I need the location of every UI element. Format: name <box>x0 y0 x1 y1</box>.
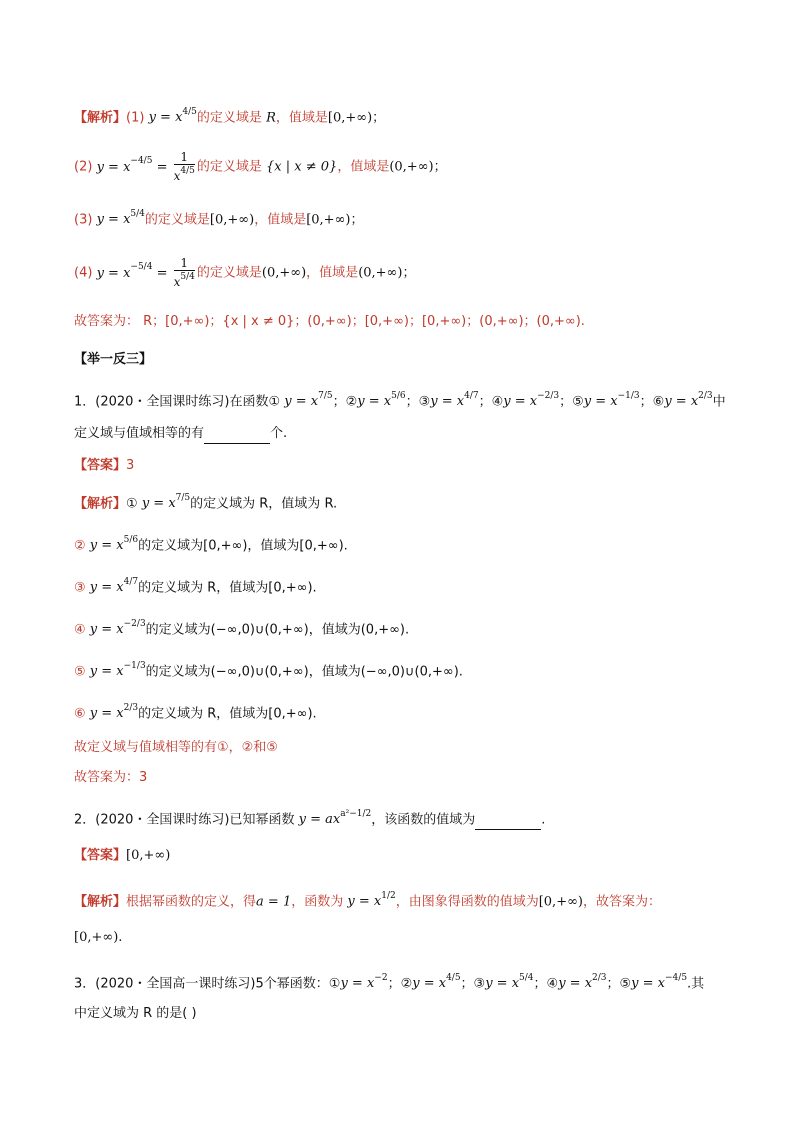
q3-line-1: 3．(2020・全国高一课时练习)5个幂函数：①y = $x^{-2}$；②y = $x^{4/5}$；③y = $x^{5/4}$；④y = $x^{2/3}$；⑤y = $x^{-4/5}$.其 <box>74 973 705 992</box>
analysis-line-2: (2) $y = x^{-4/5}$ = $\frac{1}{x^{4/5}}$ 的定义域是 {x | x ≠ 0}，值域是(0,+∞)； <box>74 150 447 183</box>
analysis-line-3: (3) $y = x^{5/4}$的定义域是[0,+∞)，值域是[0,+∞)； <box>74 209 364 228</box>
analysis-line-4: (4) $y = x^{-5/4}$ = $\frac{1}{x^{5/4}}$ 的定义域是(0,+∞)，值域是(0,+∞)； <box>74 256 416 289</box>
analysis-answer-line: 故答案为： R；[0,+∞)；{x | x ≠ 0}；(0,+∞)；[0,+∞)；[0,+∞)；(0,+∞)；(0,+∞). <box>74 314 585 329</box>
answer-blank <box>475 815 541 830</box>
q1-analysis-5: ⑤ $y = x^{-1/3}$的定义域为(−∞,0)∪(0,+∞)，值域为(−∞,0)∪(0,+∞). <box>74 661 463 680</box>
fraction: $\frac{1}{x^{4/5}}$ <box>173 150 195 183</box>
q3-line-2: 中定义域为 R 的是( ) <box>74 1006 197 1021</box>
analysis-line-1: 【解析】(1) $y = x^{4/5}$的定义域是 R，值域是[0,+∞)； <box>74 107 386 126</box>
q1-analysis-2: ② $y = x^{5/6}$的定义域为[0,+∞)，值域为[0,+∞). <box>74 535 348 554</box>
q2-answer: 【答案】[0,+∞) <box>74 848 171 863</box>
formula: $y = x^{5/4}$ <box>96 209 145 228</box>
q2-analysis: 【解析】根据幂函数的定义，得a = 1，函数为 $y = x^{1/2}$，由图象得函数的值域为[0,+∞)，故答案为： <box>74 891 662 910</box>
q2-analysis-line-2: [0,+∞). <box>74 930 123 945</box>
formula: $y = x^{4/5}$ <box>148 107 197 126</box>
analysis-label: 【解析】 <box>74 110 127 126</box>
q1-line-1: 1．(2020・全国课时练习)在函数① $y = x^{7/5}$；②y = $x^{5/6}$；③y = $x^{4/7}$；④y = $x^{-2/3}$；⑤y = $x^{-1/3}$；⑥y = $x^{2/3}$中 <box>74 391 726 410</box>
q1-final: 故答案为：3 <box>74 770 148 785</box>
q1-analysis-6: ⑥ $y = x^{2/3}$的定义域为 R，值域为[0,+∞). <box>74 703 317 722</box>
q1-analysis-3: ③ $y = x^{4/7}$的定义域为 R，值域为[0,+∞). <box>74 577 317 596</box>
formula: $y = x^{-5/4}$ = <box>96 262 168 281</box>
section-title: 【举一反三】 <box>74 352 153 367</box>
q1-line-2: 定义域与值域相等的有 个. <box>74 424 754 444</box>
q1-answer: 【答案】3 <box>74 458 135 473</box>
fraction: $\frac{1}{x^{5/4}}$ <box>173 256 195 289</box>
q1-conclusion: 故定义域与值域相等的有①，②和⑤ <box>74 740 278 755</box>
q2-line: 2．(2020・全国课时练习)已知幂函数 $y = ax^{a^2-1/2}$，该函数的值域为 . <box>74 806 754 830</box>
q1-analysis-4: ④ $y = x^{-2/3}$的定义域为(−∞,0)∪(0,+∞)，值域为(0,+∞). <box>74 619 410 638</box>
answer-blank <box>204 429 270 444</box>
q1-analysis-1: 【解析】① $y = x^{7/5}$的定义域为 R，值域为 R. <box>74 493 338 512</box>
formula: $y = x^{-4/5}$ = <box>96 156 168 175</box>
